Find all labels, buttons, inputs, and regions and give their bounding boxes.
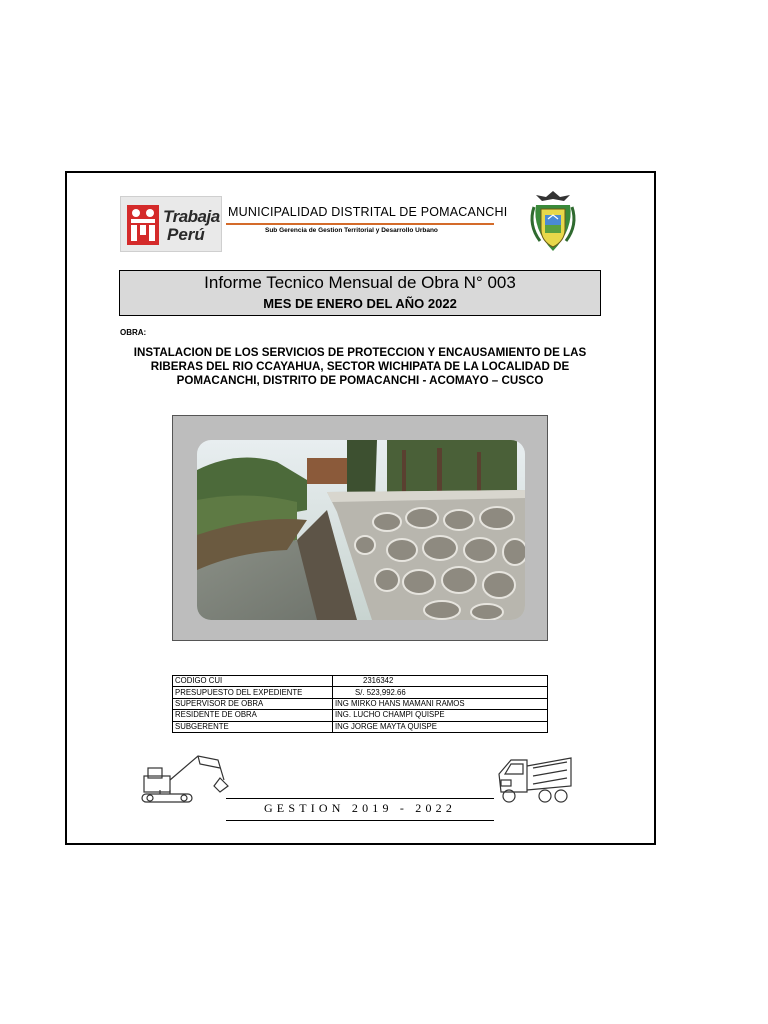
logo-text-peru: Perú bbox=[167, 225, 205, 244]
footer-rule-top bbox=[226, 798, 494, 799]
info-value: ING. LUCHO CHAMPI QUISPE bbox=[333, 710, 548, 721]
footer-rule-bottom bbox=[226, 820, 494, 821]
excavator-icon bbox=[140, 750, 232, 806]
obra-line-2: RIBERAS DEL RIO CCAYAHUA, SECTOR WICHIPATA DE LA LOCALIDAD DE bbox=[150, 360, 570, 373]
trabaja-peru-mark-icon bbox=[127, 205, 159, 245]
report-period: MES DE ENERO DEL AÑO 2022 bbox=[263, 296, 457, 311]
table-row bbox=[173, 710, 548, 721]
info-key: SUPERVISOR DE OBRA bbox=[173, 698, 333, 709]
gestion-period: GESTION 2019 - 2022 bbox=[263, 801, 457, 815]
municipal-crest-icon bbox=[526, 189, 580, 255]
obra-label: OBRA: bbox=[120, 328, 147, 337]
subgerencia-text: Sub Gerencia de Gestion Territorial y Desarrollo Urbano bbox=[265, 227, 438, 234]
dump-truck-icon bbox=[497, 752, 573, 806]
info-key: CODIGO CUI bbox=[173, 676, 333, 687]
obra-line-1: INSTALACION DE LOS SERVICIOS DE PROTECCION Y ENCAUSAMIENTO DE LAS bbox=[133, 346, 587, 359]
report-title: Informe Tecnico Mensual de Obra N° 003 bbox=[204, 273, 516, 292]
table-row bbox=[173, 676, 548, 687]
info-value: S/. 523,992.66 bbox=[333, 687, 548, 698]
info-key: SUBGERENTE bbox=[173, 721, 333, 732]
obra-description bbox=[119, 346, 601, 388]
obra-line-3: POMACANCHI, DISTRITO DE POMACANCHI - ACOMAYO – CUSCO bbox=[176, 374, 544, 387]
info-value: 2316342 bbox=[333, 676, 548, 687]
info-key: RESIDENTE DE OBRA bbox=[173, 710, 333, 721]
project-info-table bbox=[172, 675, 548, 733]
river-wall-photo bbox=[197, 440, 525, 620]
table-row bbox=[173, 698, 548, 709]
photo-frame bbox=[172, 415, 548, 641]
info-value: ING MIRKO HANS MAMANI RAMOS bbox=[333, 698, 548, 709]
report-title-box bbox=[119, 270, 601, 316]
trabaja-peru-logo bbox=[120, 196, 222, 252]
table-row bbox=[173, 687, 548, 698]
info-key: PRESUPUESTO DEL EXPEDIENTE bbox=[173, 687, 333, 698]
table-row bbox=[173, 721, 548, 732]
municipality-title: MUNICIPALIDAD DISTRITAL DE POMACANCHI bbox=[228, 205, 508, 219]
logo-text-trabaja: Trabaja bbox=[163, 207, 220, 226]
info-value: ING JORGE MAYTA QUISPE bbox=[333, 721, 548, 732]
header-rule bbox=[226, 223, 494, 225]
